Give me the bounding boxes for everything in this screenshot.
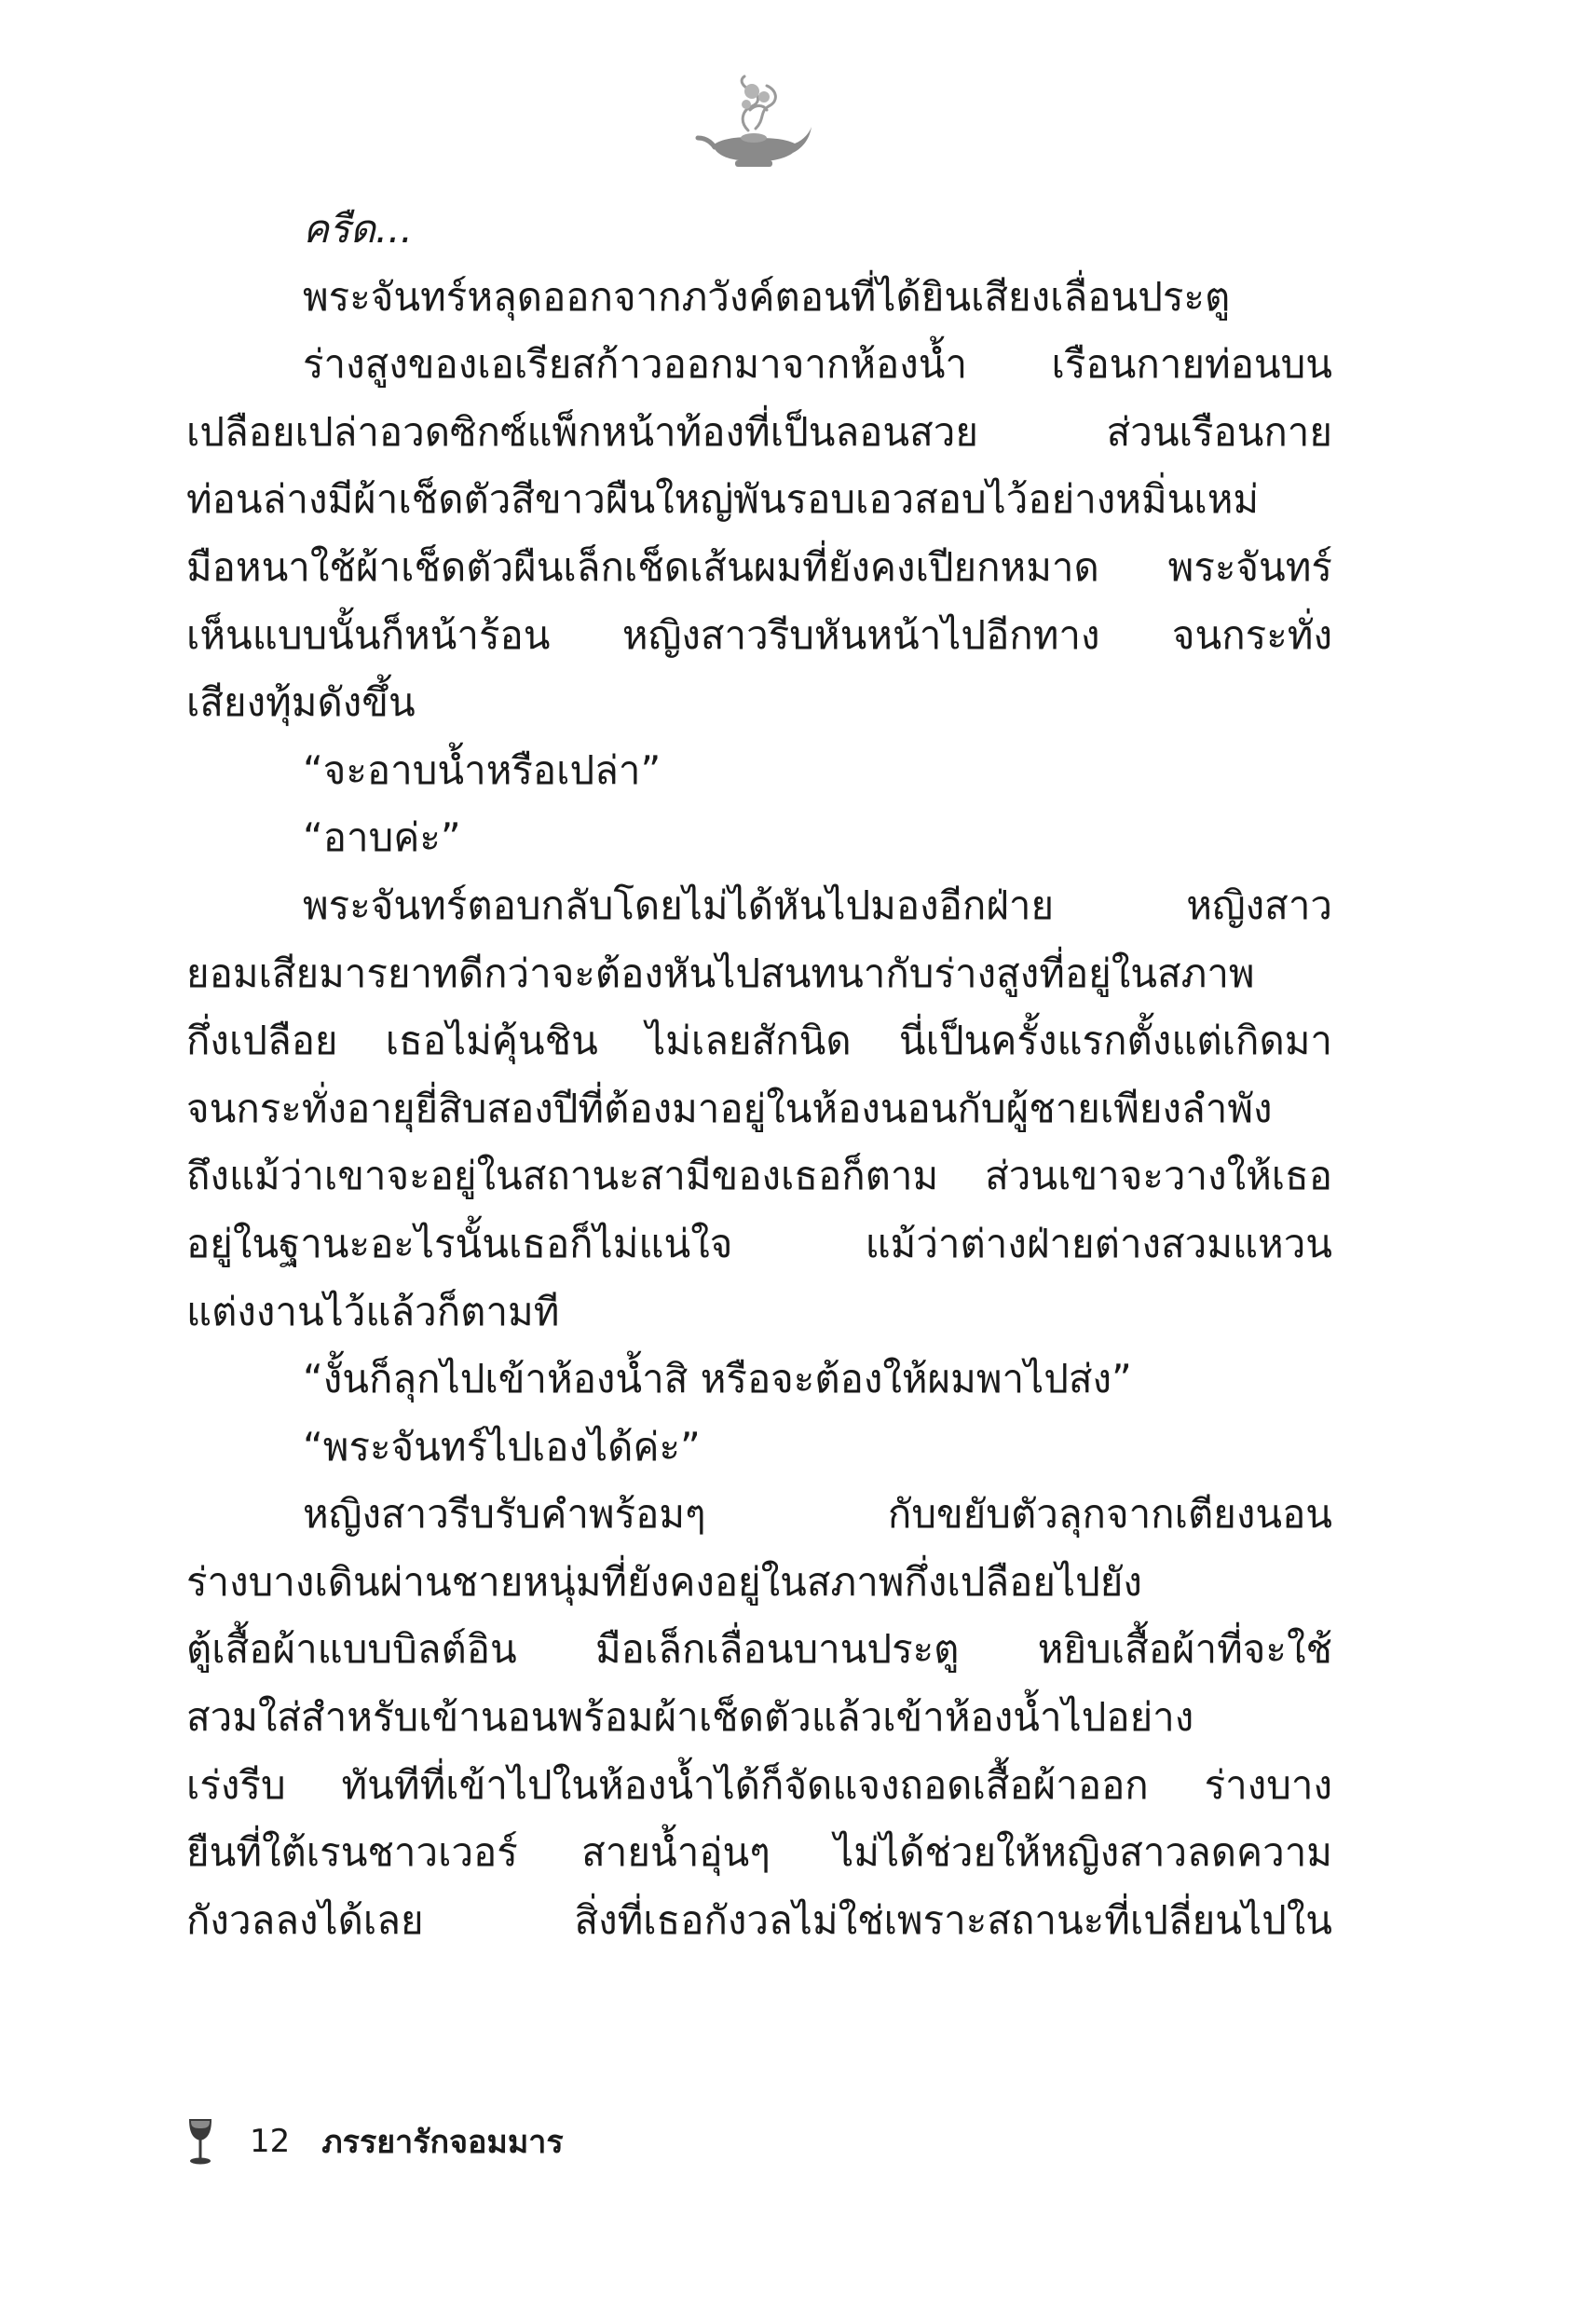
text-line: กังวลลงได้เลย สิ่งที่เธอกังวลไม่ใช่เพราะสถานะที่เปลี่ยนไปใน <box>186 1896 1332 1943</box>
text-line: “พระจันทร์ไปเองได้ค่ะ” <box>303 1423 701 1470</box>
text-line: “อาบค่ะ” <box>303 814 461 861</box>
page-footer <box>186 2113 564 2169</box>
text-line: ตู้เสื้อผ้าแบบบิลต์อิน มือเล็กเลื่อนบานประตู หยิบเสื้อผ้าที่จะใช้ <box>186 1626 1332 1673</box>
text-line: ร่างบางเดินผ่านชายหนุ่มที่ยังคงอยู่ในสภาพกึ่งเปลือยไปยัง <box>186 1558 1142 1605</box>
text-line: พระจันทร์ตอบกลับโดยไม่ได้หันไปมองอีกฝ่าย หญิงสาว <box>303 882 1332 928</box>
text-line: ยอมเสียมารยาทดีกว่าจะต้องหันไปสนทนากับร่างสูงที่อยู่ในสภาพ <box>186 950 1255 996</box>
text-line: ร่างสูงของเอเรียสก้าวออกมาจากห้องน้ำ เรือนกายท่อนบน <box>303 341 1332 388</box>
text-line: กึ่งเปลือย เธอไม่คุ้นชิน ไม่เลยสักนิด นี่เป็นครั้งแรกตั้งแต่เกิดมา <box>186 1018 1332 1064</box>
text-line: จนกระทั่งอายุยี่สิบสองปีที่ต้องมาอยู่ในห้องนอนกับผู้ชายเพียงลำพัง <box>186 1085 1273 1131</box>
text-line: “งั้นก็ลุกไปเข้าห้องน้ำสิ หรือจะต้องให้ผมพาไปส่ง” <box>303 1356 1132 1402</box>
text-line: พระจันทร์หลุดออกจากภวังค์ตอนที่ได้ยินเสียงเลื่อนประตู <box>303 273 1231 320</box>
text-line: เสียงทุ้มดังขึ้น <box>186 679 416 726</box>
text-line: แต่งงานไว้แล้วก็ตามที <box>186 1288 560 1334</box>
text-line: มือหนาใช้ผ้าเช็ดตัวผืนเล็กเช็ดเส้นผมที่ยังคงเปียกหมาด พระจันทร์ <box>186 543 1332 590</box>
genie-lamp-icon <box>694 73 815 175</box>
text-line: ถึงแม้ว่าเขาจะอยู่ในสถานะสามีของเธอก็ตาม ส่วนเขาจะวางให้เธอ <box>186 1153 1332 1199</box>
text-line: เร่งรีบ ทันทีที่เข้าไปในห้องน้ำได้ก็จัดแจงถอดเสื้อผ้าออก ร่างบาง <box>186 1761 1332 1808</box>
wine-glass-icon <box>186 2116 214 2167</box>
text-line: ยืนที่ใต้เรนชาวเวอร์ สายน้ำอุ่นๆ ไม่ได้ช่วยให้หญิงสาวลดความ <box>186 1829 1332 1876</box>
text-line: หญิงสาวรีบรับคำพร้อมๆ กับขยับตัวลุกจากเตียงนอน <box>303 1491 1332 1538</box>
text-line: ท่อนล่างมีผ้าเช็ดตัวสีขาวผืนใหญ่พันรอบเอวสอบไว้อย่างหมิ่นเหม่ <box>186 476 1260 523</box>
body-text <box>186 196 1332 1954</box>
page-number: 12 <box>250 2123 291 2160</box>
text-line: “จะอาบน้ำหรือเปล่า” <box>303 746 662 793</box>
text-line: สวมใส่สำหรับเข้านอนพร้อมผ้าเช็ดตัวแล้วเข้าห้องน้ำไปอย่าง <box>186 1694 1194 1741</box>
text-line: เปลือยเปล่าอวดซิกซ์แพ็กหน้าท้องที่เป็นลอนสวย ส่วนเรือนกาย <box>186 408 1332 455</box>
text-line: ครืด... <box>303 206 413 252</box>
text-line: เห็นแบบนั้นก็หน้าร้อน หญิงสาวรีบหันหน้าไปอีกทาง จนกระทั่ง <box>186 611 1332 658</box>
book-title: ภรรยารักจอมมาร <box>321 2124 564 2161</box>
text-line: อยู่ในฐานะอะไรนั้นเธอก็ไม่แน่ใจ แม้ว่าต่างฝ่ายต่างสวมแหวน <box>186 1220 1332 1266</box>
